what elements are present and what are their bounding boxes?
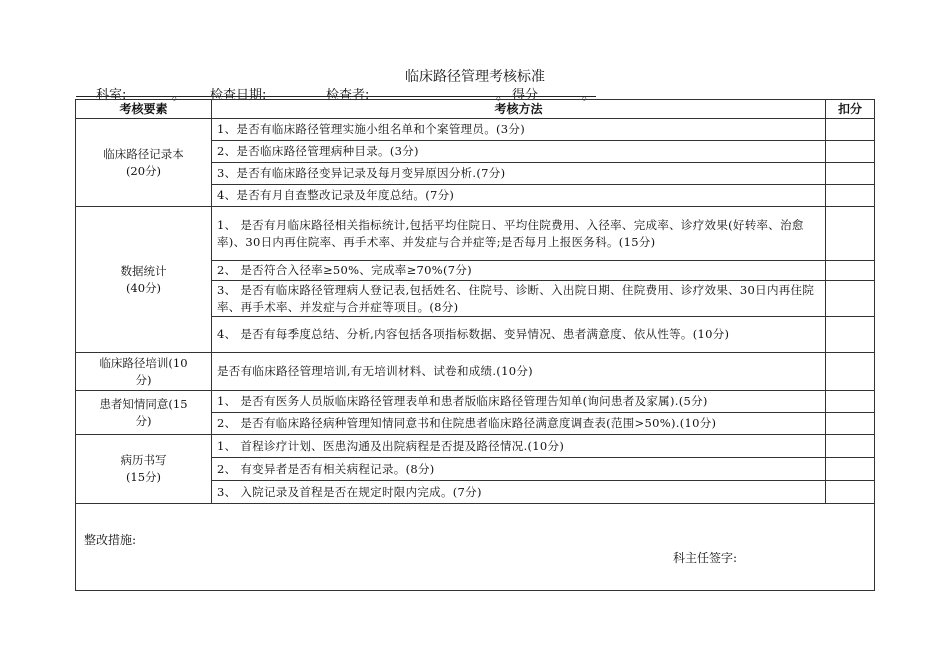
deduction-cell[interactable] [826,435,875,458]
deduction-cell[interactable] [826,261,875,281]
inspector-dot: 。 [496,88,510,103]
deduction-cell[interactable] [826,413,875,435]
assessment-method: 4、是否有月自查整改记录及年度总结。(7分) [212,185,826,207]
assessment-table [75,99,875,591]
element-line: 分) [135,413,152,428]
rectification-label: 整改措施: [84,533,137,547]
score-label: 得分 [512,88,539,103]
element-line: 患者知情同意(15 [99,396,188,411]
header-deduction: 扣分 [826,100,875,119]
table-row [76,119,875,141]
element-line: 分) [135,372,152,387]
table-row [76,207,875,261]
assessment-method: 2、是否临床路径管理病种目录。(3分) [212,141,826,163]
assessment-method: 1、 首程诊疗计划、医患沟通及出院病程是否提及路径情况.(10分) [212,435,826,458]
deduction-cell[interactable] [826,353,875,391]
dept-dot: 。 [172,88,186,103]
assessment-method: 4、 是否有每季度总结、分析,内容包括各项指标数据、变异情况、患者满意度、依从性等。(10分) [212,317,826,353]
assessment-element [76,391,212,435]
assessment-element [76,435,212,504]
assessment-method: 是否有临床路径管理培训,有无培训材料、试卷和成绩.(10分) [212,353,826,391]
deduction-cell[interactable] [826,281,875,317]
table-row [76,435,875,458]
footer-row [76,504,875,591]
director-signature-label: 科主任签字: [673,551,738,565]
assessment-method: 3、 是否有临床路径管理病人登记表,包括姓名、住院号、诊断、入出院日期、住院费用、诊疗效果、30日内再住院率、再手术率、并发症与合并症等项目。(8分) [212,281,826,317]
element-line: 数据统计 [120,263,167,278]
assessment-method: 1、 是否有医务人员版临床路径管理表单和患者版临床路径管理告知单(询问患者及家属).(5分) [212,391,826,413]
assessment-method: 2、 有变异者是否有相关病程记录。(8分) [212,458,826,481]
header-method: 考核方法 [212,100,826,119]
assessment-method: 1、 是否有月临床路径相关指标统计,包括平均住院日、平均住院费用、入径率、完成率、诊疗效果(好转率、治愈率)、30日内再住院率、再手术率、并发症与合并症等;是否每月上报医务科。(15分) [212,207,826,261]
element-line: 临床路径培训(10 [99,355,188,370]
rectification-cell[interactable] [76,504,875,591]
assessment-method: 2、 是否符合入径率≥50%、完成率≥70%(7分) [212,261,826,281]
table-row [76,353,875,391]
assessment-element [76,353,212,391]
assessment-method: 3、是否有临床路径变异记录及每月变异原因分析.(7分) [212,163,826,185]
info-underline [76,96,596,97]
deduction-cell[interactable] [826,119,875,141]
deduction-cell[interactable] [826,185,875,207]
check-date-label: 检查日期: [210,88,267,103]
element-line: 病历书写 [120,453,167,467]
dept-label: 科室: [96,88,127,103]
document-title: 临床路径管理考核标准 [405,69,545,85]
table-header-row [76,100,875,119]
element-line: 临床路径记录本 [103,146,184,161]
deduction-cell[interactable] [826,317,875,353]
assessment-method: 1、是否有临床路径管理实施小组名单和个案管理员。(3分) [212,119,826,141]
deduction-cell[interactable] [826,141,875,163]
assessment-element [76,207,212,353]
deduction-cell[interactable] [826,458,875,481]
inspector-label: 检查者: [326,88,370,103]
deduction-cell[interactable] [826,391,875,413]
assessment-method: 2、 是否有临床路径病种管理知情同意书和住院患者临床路径满意度调查表(范围>50%).(10分) [212,413,826,435]
info-line [76,84,876,103]
table-row [76,391,875,413]
assessment-element [76,119,212,207]
deduction-cell[interactable] [826,163,875,185]
header-element: 考核要素 [76,100,212,119]
deduction-cell[interactable] [826,207,875,261]
element-line: (40分) [125,280,162,295]
assessment-method: 3、 入院记录及首程是否在规定时限内完成。(7分) [212,481,826,504]
element-line: (15分) [125,470,162,484]
element-line: (20分) [125,163,162,178]
deduction-cell[interactable] [826,481,875,504]
score-dot: 。 [582,88,596,103]
